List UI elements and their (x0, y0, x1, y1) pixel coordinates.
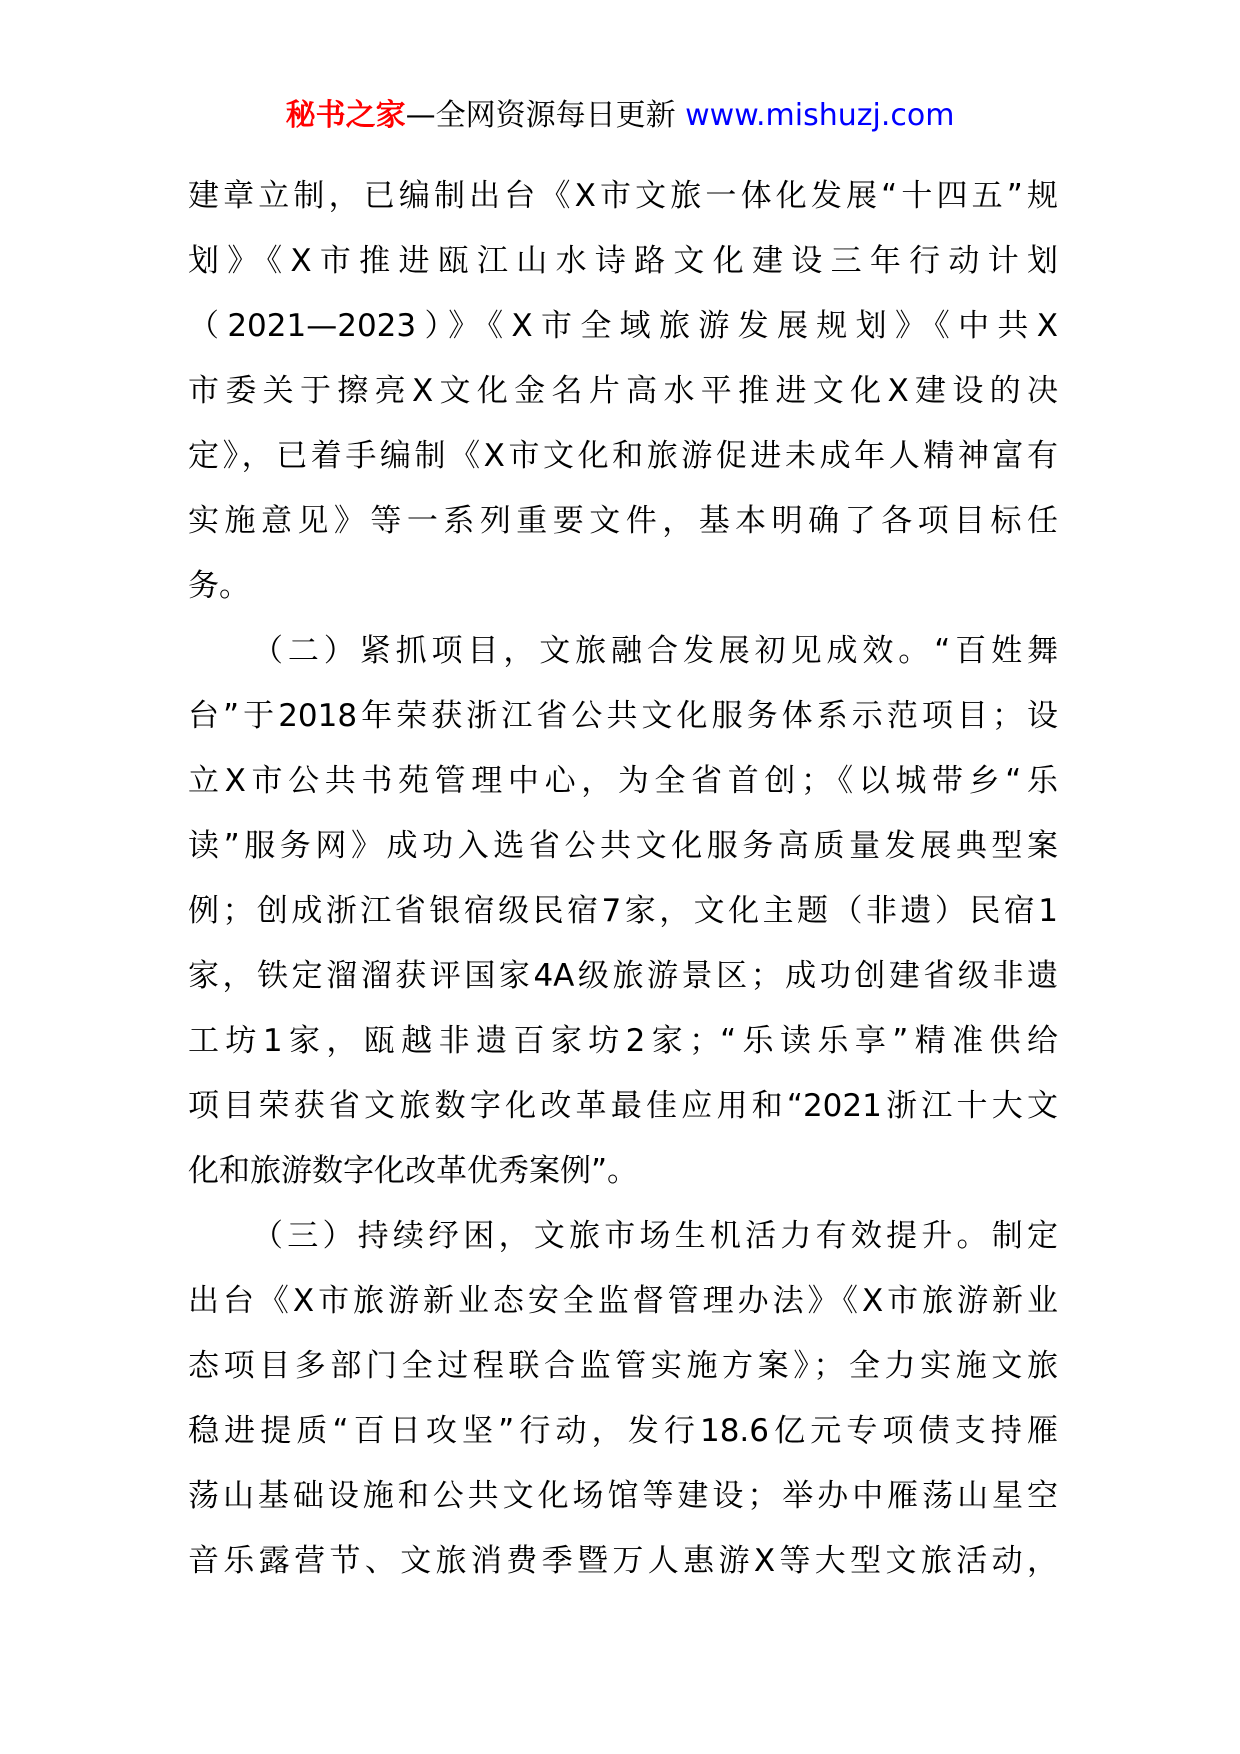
text-line: 定》，已着手编制《X市文化和旅游促进未成年人精神富有 (188, 438, 1058, 474)
text-line: 出台《X市旅游新业态安全监督管理办法》《X市旅游新业 (188, 1283, 1058, 1319)
text-line: 建章立制，已编制出台《X市文旅一体化发展“十四五”规 (188, 178, 1058, 214)
text-line: 音乐露营节、文旅消费季暨万人惠游X等大型文旅活动， (188, 1543, 1058, 1579)
text-line: 例；创成浙江省银宿级民宿7家，文化主题（非遗）民宿1 (188, 893, 1058, 929)
text-line: 台”于2018年荣获浙江省公共文化服务体系示范项目；设 (188, 698, 1058, 734)
text-line: 实施意见》等一系列重要文件，基本明确了各项目标任 (188, 503, 1058, 539)
text-line: 态项目多部门全过程联合监管实施方案》；全力实施文旅 (188, 1348, 1058, 1384)
text-line: 家，铁定溜溜获评国家4A级旅游景区；成功创建省级非遗 (188, 958, 1058, 994)
text-line: （二）紧抓项目，文旅融合发展初见成效。“百姓舞 (252, 633, 1058, 669)
text-line: （2021—2023）》《X市全域旅游发展规划》《中共X (188, 308, 1058, 344)
brand-name: 秘书之家 (285, 98, 406, 133)
text-line: 稳进提质“百日攻坚”行动，发行18.6亿元专项债支持雁 (188, 1413, 1058, 1449)
text-line: 工坊1家，瓯越非遗百家坊2家；“乐读乐享”精准供给 (188, 1023, 1058, 1059)
text-line: 荡山基础设施和公共文化场馆等建设；举办中雁荡山星空 (188, 1478, 1058, 1514)
document-body (188, 164, 1058, 1594)
text-line: （三）持续纾困，文旅市场生机活力有效提升。制定 (252, 1218, 1058, 1254)
header-tagline: —全网资源每日更新 (405, 98, 676, 133)
text-line: 读”服务网》成功入选省公共文化服务高质量发展典型案 (188, 828, 1058, 864)
page-header (0, 96, 1240, 136)
website-link[interactable]: www.mishuzj.com (685, 98, 955, 133)
text-line: 化和旅游数字化改革优秀案例”。 (188, 1153, 639, 1189)
text-line: 务。 (188, 568, 250, 604)
text-line: 立X市公共书苑管理中心，为全省首创；《以城带乡“乐 (188, 763, 1058, 799)
text-line: 市委关于擦亮X文化金名片高水平推进文化X建设的决 (188, 373, 1058, 409)
text-line: 划》《X市推进瓯江山水诗路文化建设三年行动计划 (188, 243, 1058, 279)
text-line: 项目荣获省文旅数字化改革最佳应用和“2021浙江十大文 (188, 1088, 1058, 1124)
